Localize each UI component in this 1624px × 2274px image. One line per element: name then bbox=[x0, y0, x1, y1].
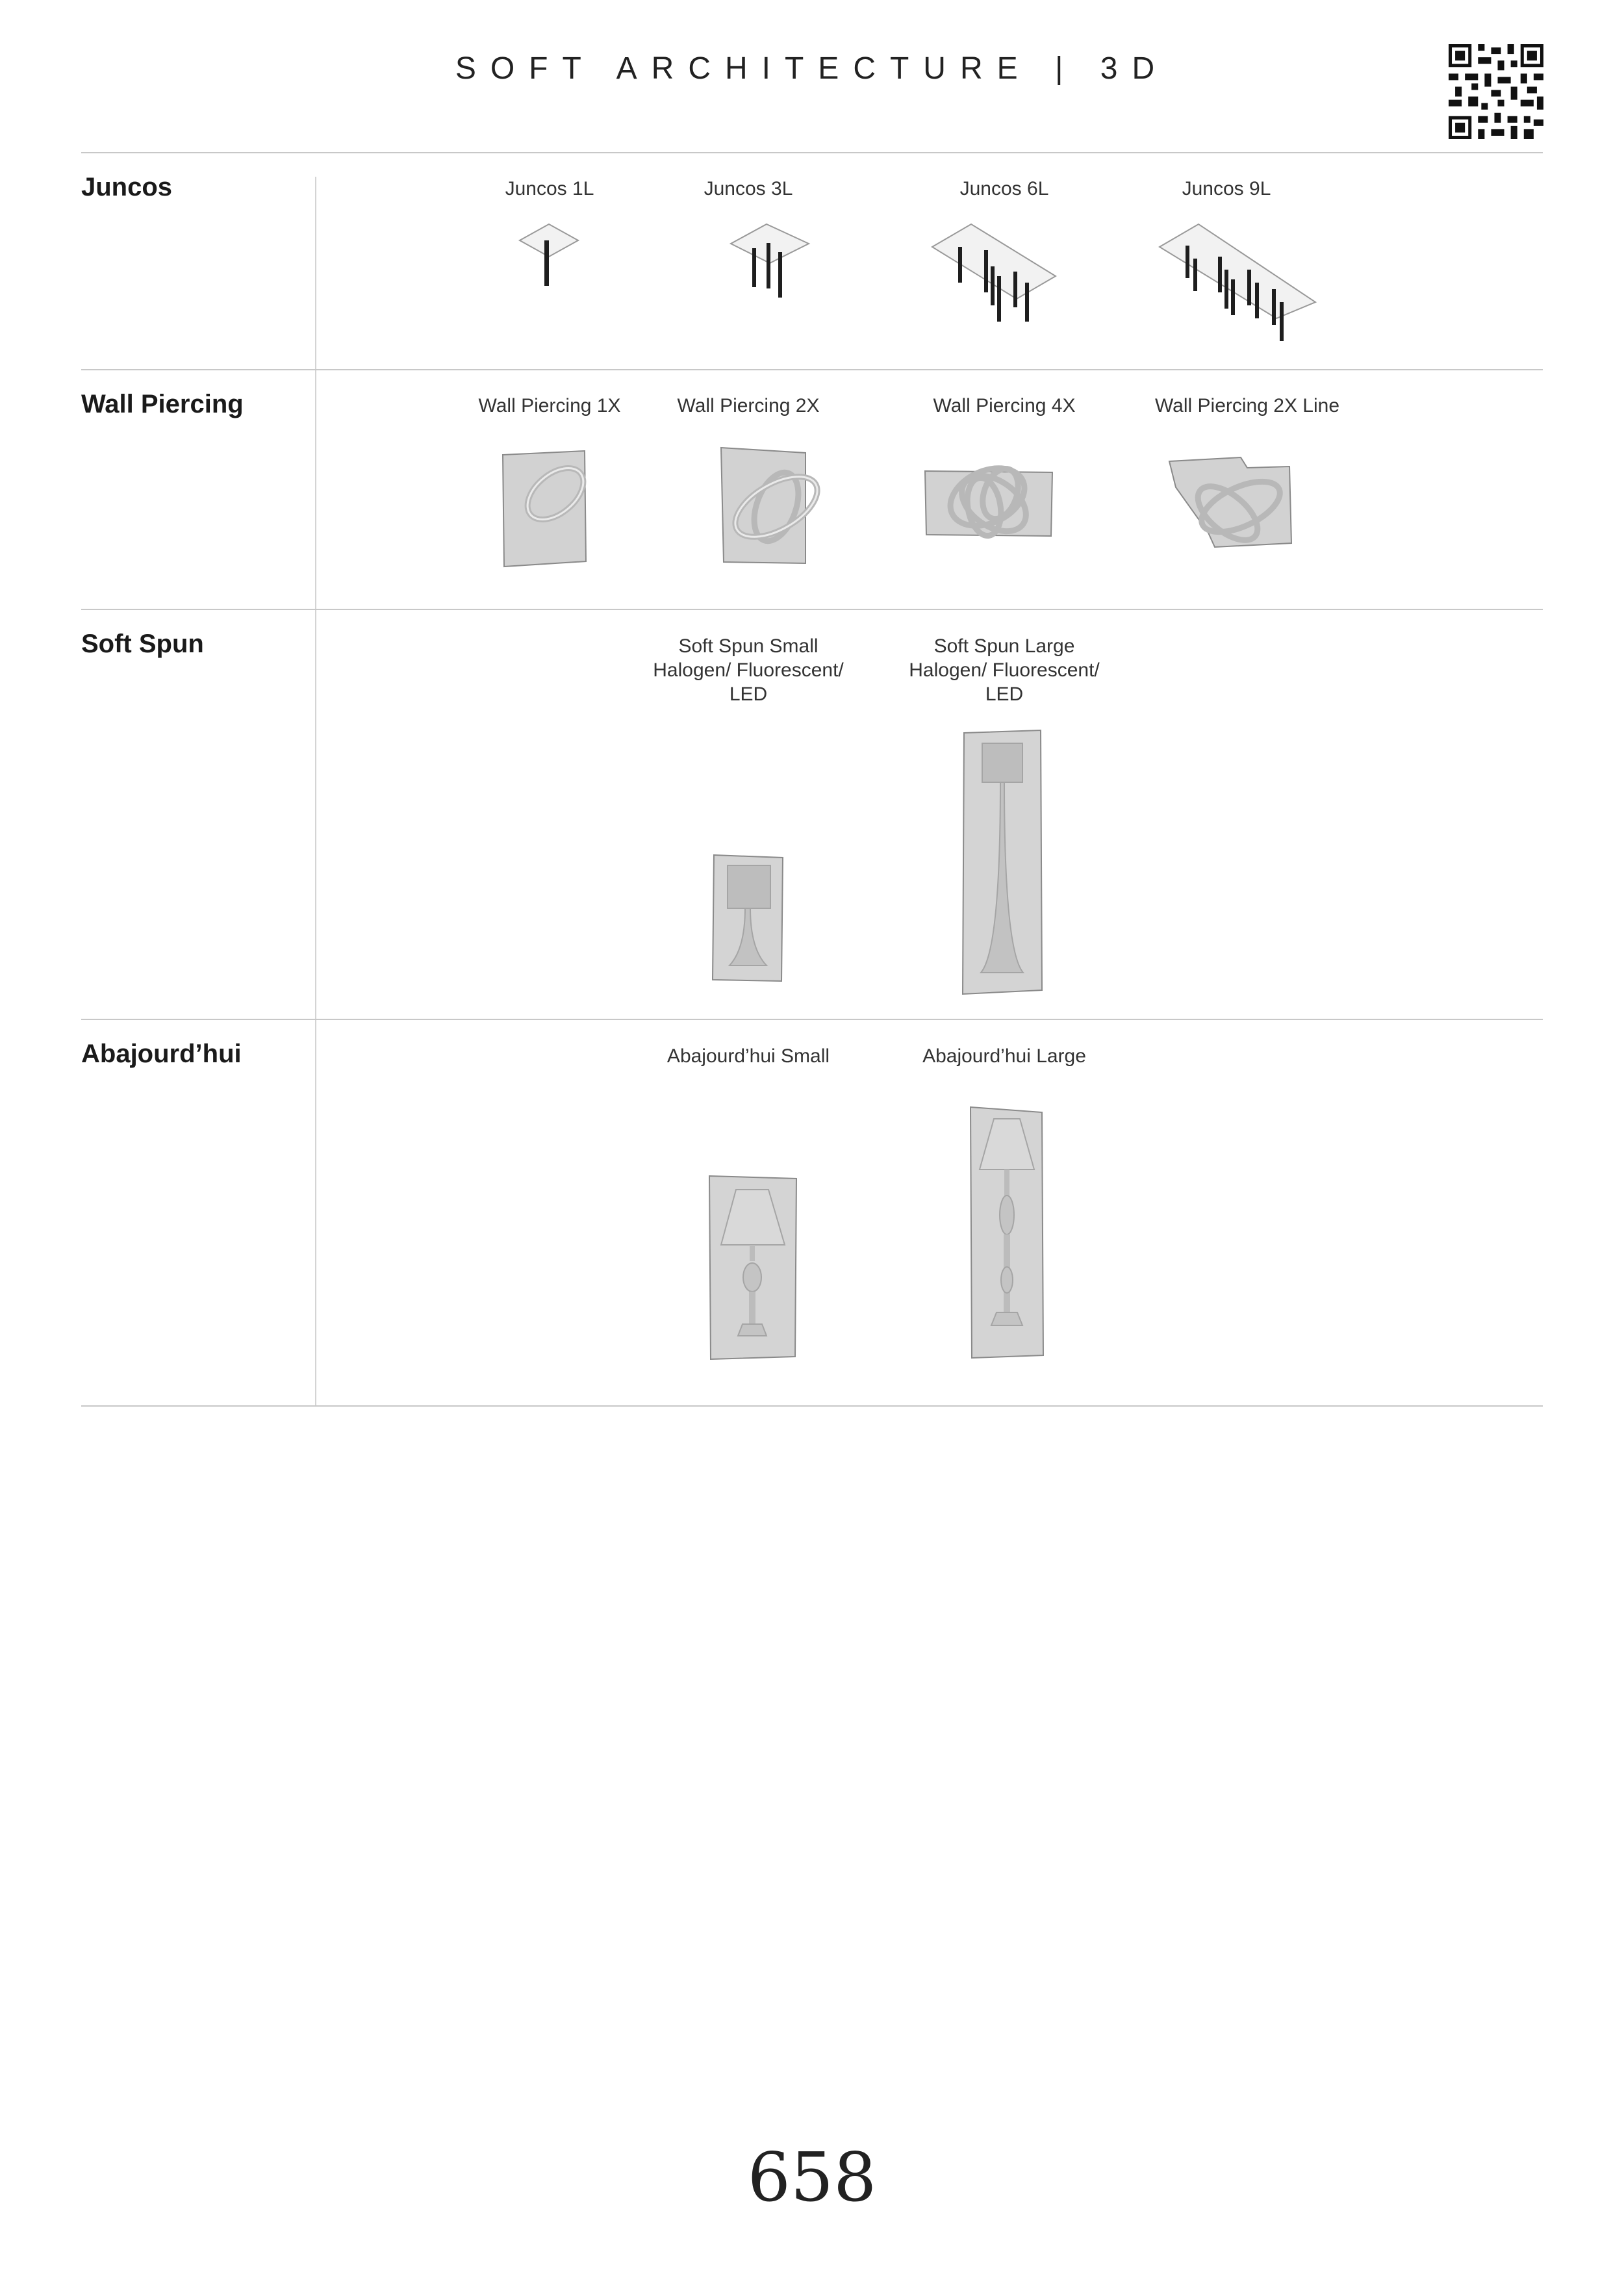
abajourdhui-small-image bbox=[707, 1173, 799, 1362]
juncos-1l-image bbox=[516, 221, 581, 292]
category-wall-piercing: Wall Piercing bbox=[81, 390, 244, 418]
category-juncos: Juncos bbox=[81, 173, 173, 201]
product-label-juncos-1l: Juncos 1L bbox=[505, 178, 594, 199]
section-rule bbox=[81, 1019, 1543, 1020]
product-label-abajourdhui-small: Abajourd’hui Small bbox=[666, 1045, 830, 1067]
wall-piercing-1x-image bbox=[500, 448, 598, 568]
wall-piercing-4x-image bbox=[922, 445, 1059, 556]
label-line: Soft Spun Large bbox=[933, 635, 1075, 657]
juncos-6l-image bbox=[929, 221, 1059, 331]
product-label-wall-piercing-4x: Wall Piercing 4X bbox=[933, 395, 1076, 416]
product-label-wall-piercing-2x: Wall Piercing 2X bbox=[677, 395, 820, 416]
label-line: Soft Spun Small bbox=[678, 635, 818, 657]
product-label-soft-spun-small bbox=[653, 634, 844, 706]
product-label-wall-piercing-1x: Wall Piercing 1X bbox=[478, 395, 621, 416]
page-title: SOFT ARCHITECTURE | 3D bbox=[455, 51, 1169, 86]
product-label-wall-piercing-2x-line: Wall Piercing 2X Line bbox=[1154, 395, 1340, 416]
section-rule bbox=[81, 369, 1543, 370]
abajourdhui-large-image bbox=[968, 1105, 1046, 1359]
soft-spun-small-image bbox=[711, 851, 786, 984]
column-divider bbox=[315, 177, 316, 1406]
wall-piercing-2x-line-image bbox=[1163, 448, 1312, 559]
label-line: Halogen/ Fluorescent/ bbox=[909, 659, 1100, 681]
header-rule bbox=[81, 152, 1543, 153]
label-line: Halogen/ Fluorescent/ bbox=[653, 659, 844, 681]
product-label-juncos-9l: Juncos 9L bbox=[1182, 178, 1271, 199]
wall-piercing-2x-image bbox=[715, 445, 838, 572]
qr-code-icon bbox=[1449, 43, 1543, 140]
section-rule bbox=[81, 609, 1543, 610]
page-number: 658 bbox=[747, 2138, 877, 2217]
label-line: LED bbox=[729, 683, 768, 705]
category-abajourdhui: Abajourd’hui bbox=[81, 1040, 242, 1068]
soft-spun-large-image bbox=[961, 729, 1046, 995]
product-label-juncos-6l: Juncos 6L bbox=[959, 178, 1049, 199]
product-label-abajourdhui-large: Abajourd’hui Large bbox=[922, 1045, 1086, 1067]
product-label-juncos-3l: Juncos 3L bbox=[704, 178, 793, 199]
product-label-soft-spun-large bbox=[909, 634, 1100, 706]
category-soft-spun: Soft Spun bbox=[81, 630, 204, 658]
juncos-3l-image bbox=[728, 221, 812, 305]
section-rule bbox=[81, 1405, 1543, 1407]
label-line: LED bbox=[985, 683, 1024, 705]
juncos-9l-image bbox=[1156, 221, 1319, 357]
